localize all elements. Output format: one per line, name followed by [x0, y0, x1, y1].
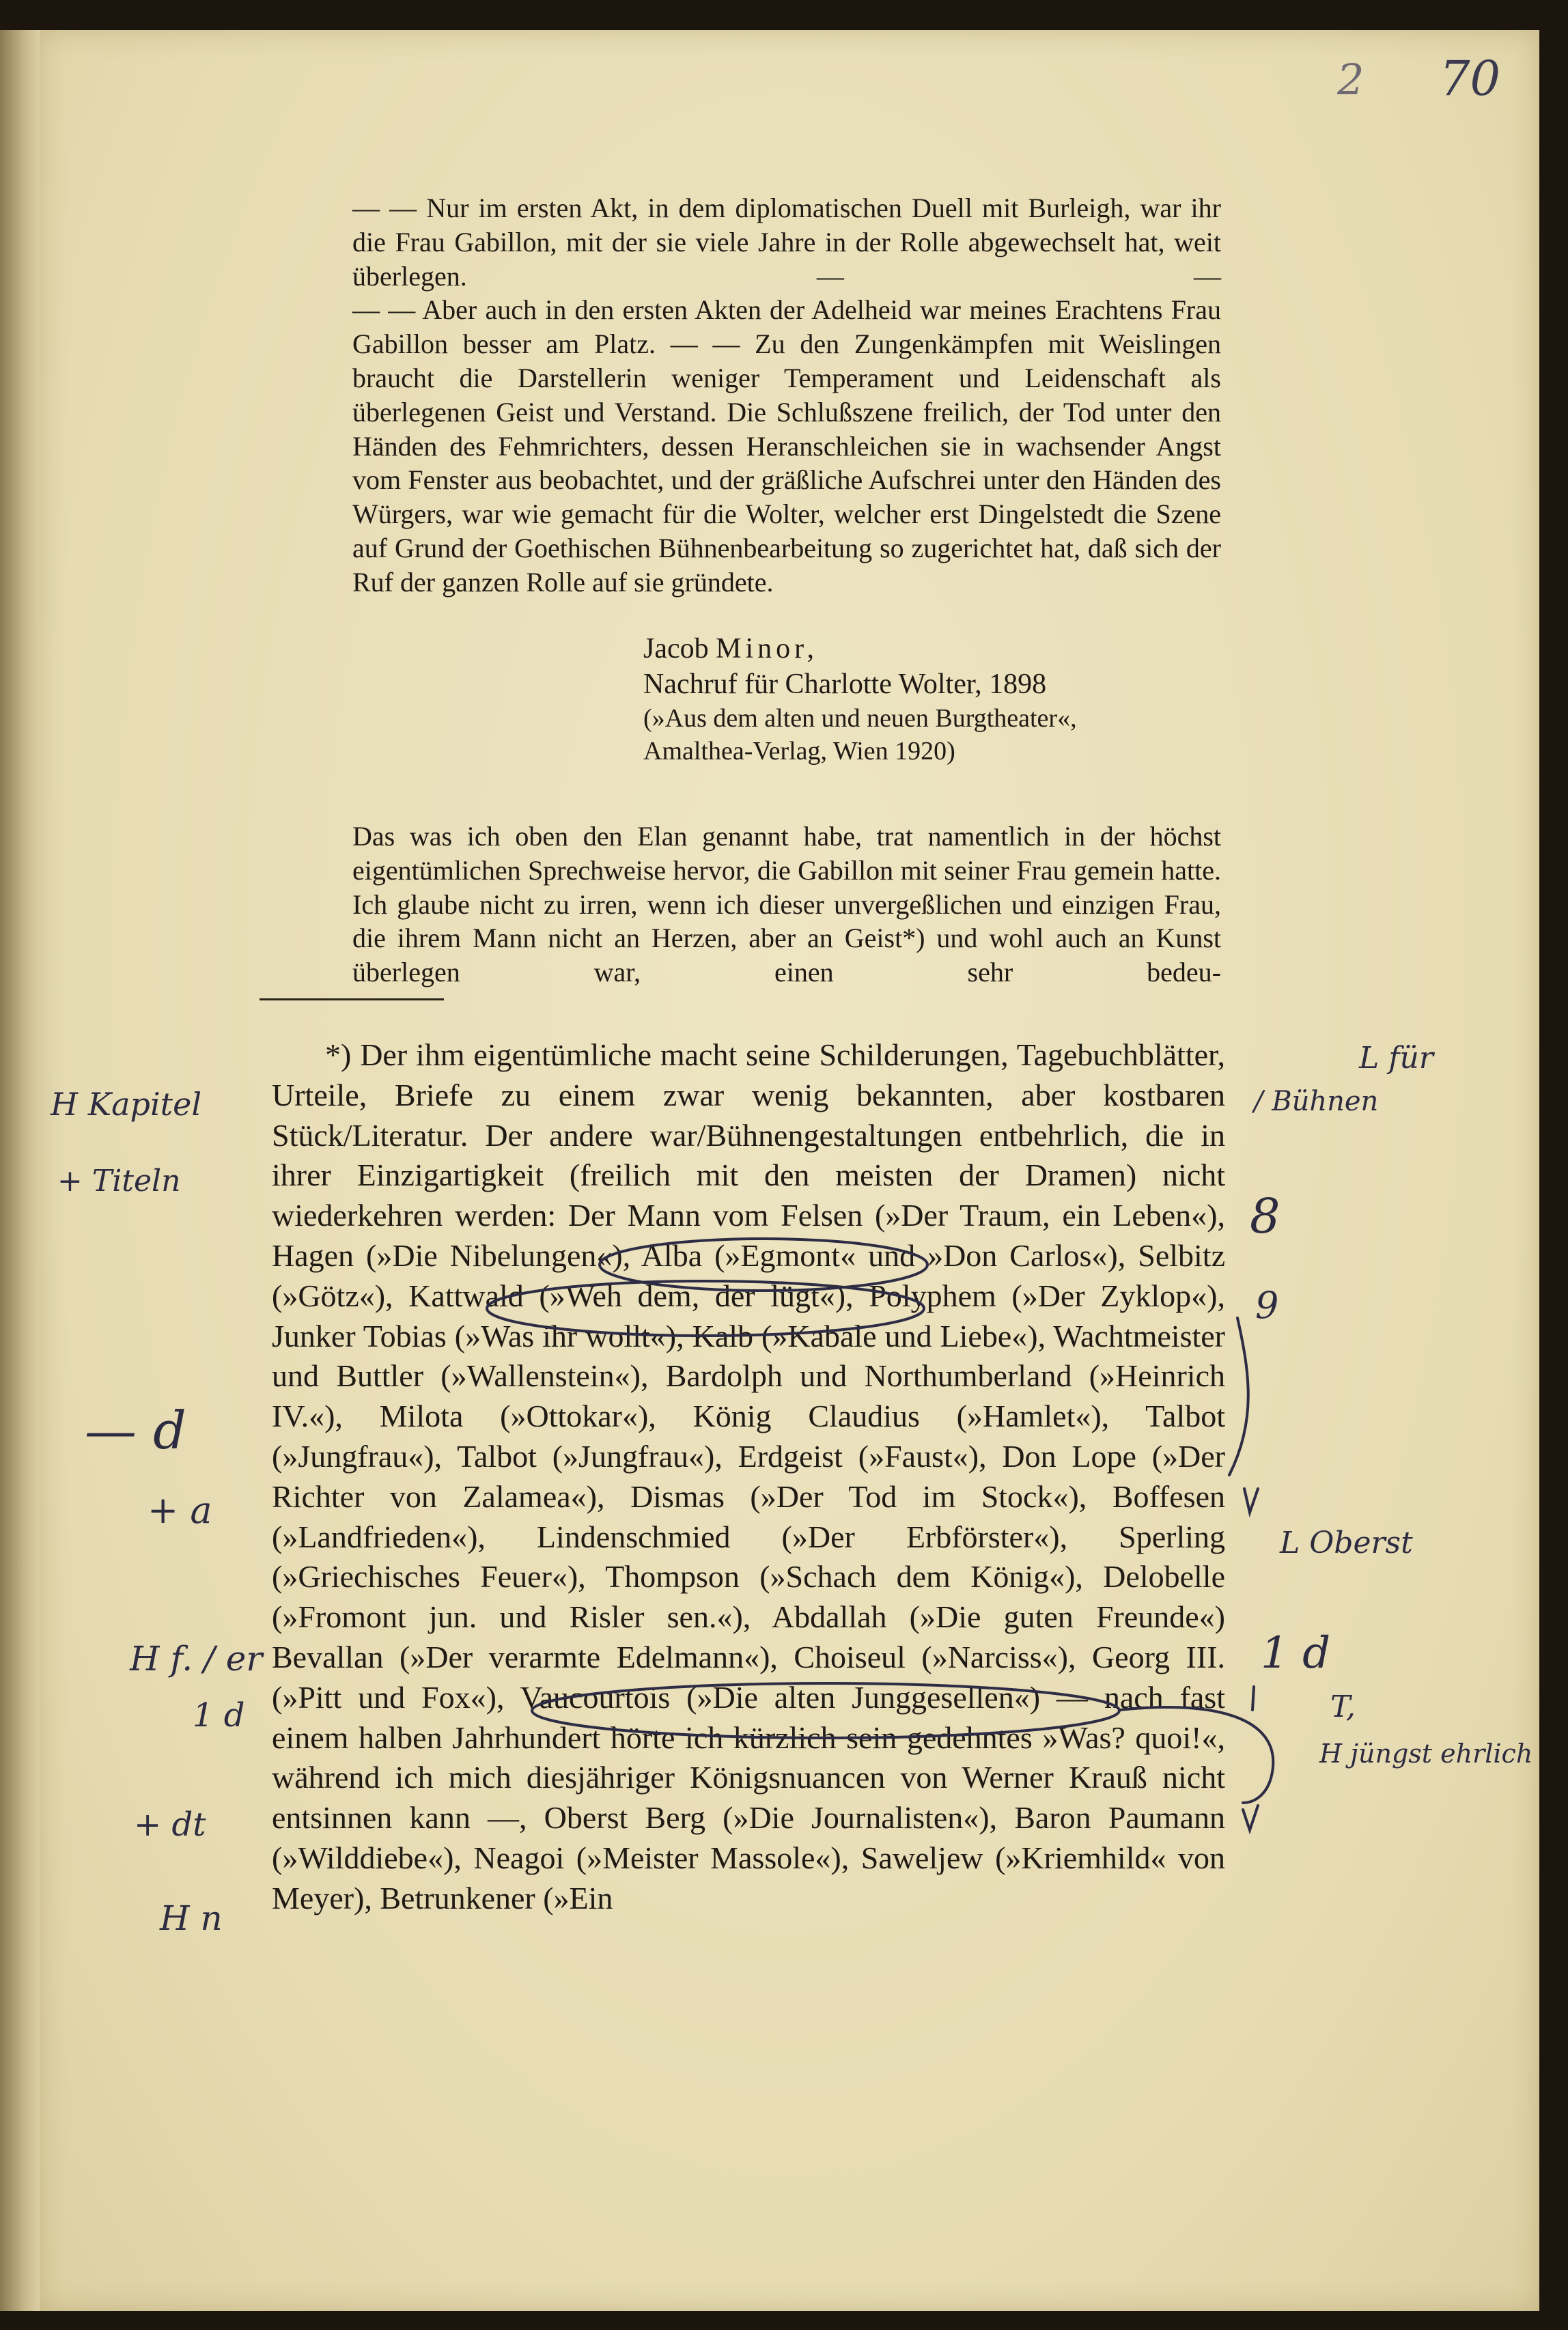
citation-author-first: Jacob [643, 633, 709, 664]
footnote-marker: *) [325, 1037, 352, 1072]
ink-page-number: 70 [1440, 51, 1501, 107]
book-binding-edge [0, 30, 42, 2311]
margin-note-right-7: T, [1330, 1689, 1356, 1724]
margin-note-left-2: + Titeln [57, 1164, 181, 1198]
footnote [272, 1004, 1225, 1950]
quote-paragraph-1: — — Nur im ersten Akt, in dem diplomatischen Duell mit Burleigh, war ihr die Frau Gabillon, mit der sie viele Jahre in der Rolle abgewechselt hat, weit überlegen. — — [352, 193, 1221, 292]
citation-source-line-1: (»Aus dem alten und neuen Burgtheater«, [643, 704, 1077, 733]
citation-work: Nachruf für Charlotte Wolter, 1898 [643, 669, 1047, 700]
margin-note-right-6: 1 d [1261, 1628, 1331, 1679]
quote-paragraph-2: — — Aber auch in den ersten Akten der Adelheid war meines Erachtens Frau Gabillon besser am Platz. — — Zu den Zungenkämpfen mit Weislingen braucht die Darstellerin weniger Temperament und Leidenschaft als überlegenen Geist und Verstand. Die Schlußszene freilich, der Tod unter den Händen des Fehmrichters, dessen Heranschleichen sie in wachsender Angst vom Fenster aus beobachtet, und der gräßliche Aufschrei unter den Händen des Würgers, war wie gemacht für die Wolter, welcher erst Dingelstedt die Szene auf Grund der Goethischen Bühnenbearbeitung so zugerichtet hat, daß sich der Ruf der ganzen Rolle auf sie gründete. [352, 294, 1221, 598]
citation-author [643, 631, 1258, 666]
citation-author-last: Minor, [716, 633, 818, 664]
body-text [270, 819, 1221, 989]
body-paragraph: Das was ich oben den Elan genannt habe, trat namentlich in der höchst eigentümlichen Sprechweise hervor, die Gabillon mit seiner Frau gemein hatte. Ich glaube nicht zu irren, wenn ich dieser unvergeßlichen und einzigen Frau, die ihrem Mann nicht an Herzen, aber an Geist*) und wohl auch an Kunst überlegen war, einen sehr bedeu- [352, 821, 1221, 988]
margin-note-left-7: + dt [134, 1806, 206, 1844]
footnote-text: Der ihm eigentümliche macht seine Schilderungen, Tagebuchblätter, Urteile, Briefe zu einem zwar wenig bekannten, aber kostbaren Stück/Literatur. Der andere war/Bühnengestaltungen entbehrlich, die in ihrer Einzigartigkeit (freilich mit den meisten der Dramen) nicht wiederkehren werden: Der Mann vom Felsen (»Der Traum, ein Leben«), Hagen (»Die Nibelungen«), Alba (»Egmont« und »Don Carlos«), Selbitz (»Götz«), Kattwald (»Weh dem, der lügt«), Polyphem (»Der Zyklop«), Junker Tobias (»Was ihr wollt«), Kalb (»Kabale und Liebe«), Wachtmeister und Buttler (»Wallenstein«), Bardolph und Northumberland (»Heinrich IV.«), Milota (»Ottokar«), König Claudius (»Hamlet«), Talbot (»Jungfrau«), Talbot (»Jungfrau«), Erdgeist (»Faust«), Don Lope (»Der Richter von Zalamea«), Dismas (»Der Tod im Stock«), Boffesen (»Landfrieden«), Lindenschmied (»Der Erbförster«), Sperling (»Griechisches Feuer«), Thompson (»Schach dem König«), Delobelle (»Fromont jun. und Risler sen.«), Abdallah (»Die guten Freunde«) Bevallan (»Der verarmte Edelmann«), Choiseul (»Narciss«), Georg III. (»Pitt und Fox«), Vaucourtois (»Die alten Junggesellen«) — nach fast einem halben Jahrhundert hörte ich kürzlich sein gedehntes »Was? quoi!«, während ich mich diesjähriger Königsnuancen von Werner Krauß nicht entsinnen kann —, Oberst Berg (»Die Journalisten«), Baron Paumann (»Wilddiebe«), Neagoi (»Meister Massole«), Saweljew (»Kriemhild« von Meyer), Betrunkener (»Ein [272, 1037, 1225, 1915]
margin-note-right-1: L für [1359, 1041, 1433, 1076]
pencil-page-number: 2 [1337, 55, 1364, 104]
margin-note-left-8: H n [160, 1898, 223, 1938]
margin-note-right-8: H jüngst ehrlich [1319, 1739, 1533, 1769]
citation-block [643, 631, 1258, 768]
margin-note-left-6: 1 d [193, 1696, 245, 1735]
footnote-paragraph [272, 1035, 1225, 1919]
margin-note-left-3: — d [85, 1400, 186, 1461]
margin-note-right-5: L Oberst [1280, 1526, 1413, 1560]
margin-note-right-4: 9 [1255, 1284, 1279, 1327]
margin-note-left-5: H f. / er [130, 1639, 263, 1679]
margin-note-right-3: 8 [1250, 1188, 1280, 1244]
citation-source-line-2: Amalthea-Verlag, Wien 1920) [643, 737, 955, 766]
quote-block [270, 191, 1221, 600]
footnote-rule [260, 998, 444, 1000]
margin-note-left-4: + a [148, 1489, 212, 1532]
margin-note-left-1: H Kapitel [51, 1086, 202, 1123]
margin-note-right-2: / Bühnen [1254, 1086, 1379, 1117]
